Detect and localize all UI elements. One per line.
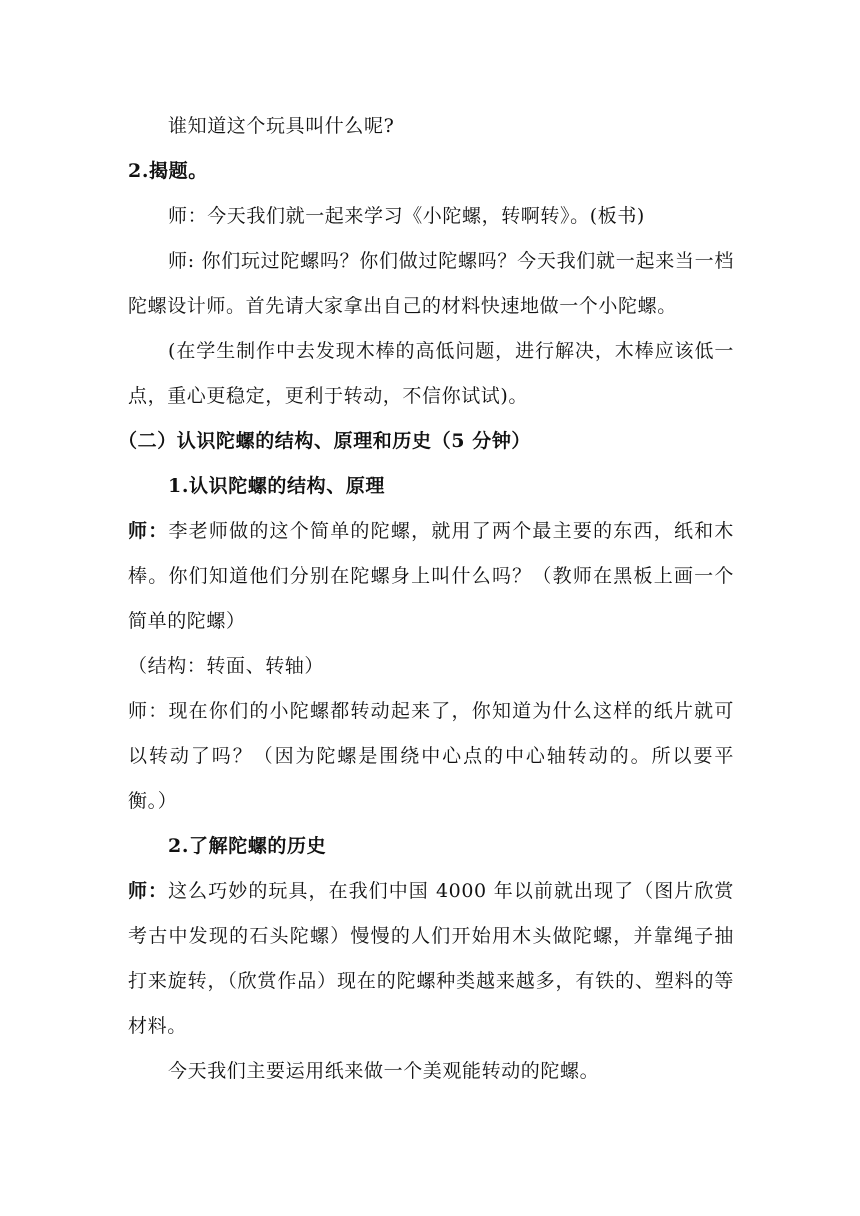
heading-reveal-topic: 2.揭题。 xyxy=(128,160,208,182)
paragraph-teacher-history xyxy=(128,869,734,1049)
subheading-structure-principle: 1.认识陀螺的结构、原理 xyxy=(168,475,386,497)
paragraph-teacher-question: 师: 你们玩过陀螺吗？你们做过陀螺吗？今天我们就一起来当一档陀螺设计师。首先请大家拿出自己的材料快速地做一个小陀螺。 xyxy=(128,250,734,317)
subheading-history: 2.了解陀螺的历史 xyxy=(168,835,327,857)
section-heading-structure: （二）认识陀螺的结构、原理和历史（5 分钟） xyxy=(118,430,532,452)
speaker-label: 师： xyxy=(128,880,169,902)
paragraph-closing: 今天我们主要运用纸来做一个美观能转动的陀螺。 xyxy=(168,1060,600,1082)
paragraph-text: 这么巧妙的玩具，在我们中国 4000 年以前就出现了（图片欣赏考古中发现的石头陀螺）慢慢的人们开始用木头做陀螺，并靠绳子抽打来旋转，（欣赏作品）现在的陀螺种类越来越多，有铁的、塑料的等材料。 xyxy=(128,880,734,1037)
paragraph-teacher-materials xyxy=(128,509,734,644)
document-page xyxy=(118,104,734,1094)
speaker-label: 师： xyxy=(128,520,169,542)
paragraph-structure-note: （结构：转面、转轴） xyxy=(128,655,325,677)
paragraph-teacher-principle: 师：现在你们的小陀螺都转动起来了，你知道为什么这样的纸片就可以转动了吗？（因为陀螺是围绕中心点的中心轴转动的。所以要平衡。） xyxy=(128,700,734,812)
paragraph-text: 李老师做的这个简单的陀螺，就用了两个最主要的东西，纸和木棒。你们知道他们分别在陀螺身上叫什么吗？（教师在黑板上画一个简单的陀螺） xyxy=(128,520,734,632)
paragraph-question: 谁知道这个玩具叫什么呢? xyxy=(168,115,395,137)
paragraph-student-activity: (在学生制作中去发现木棒的高低问题，进行解决，木棒应该低一点，重心更稳定，更利于转动，不信你试试)。 xyxy=(128,340,734,407)
paragraph-teacher-intro: 师：今天我们就一起来学习《小陀螺，转啊转》。(板书) xyxy=(168,205,645,227)
